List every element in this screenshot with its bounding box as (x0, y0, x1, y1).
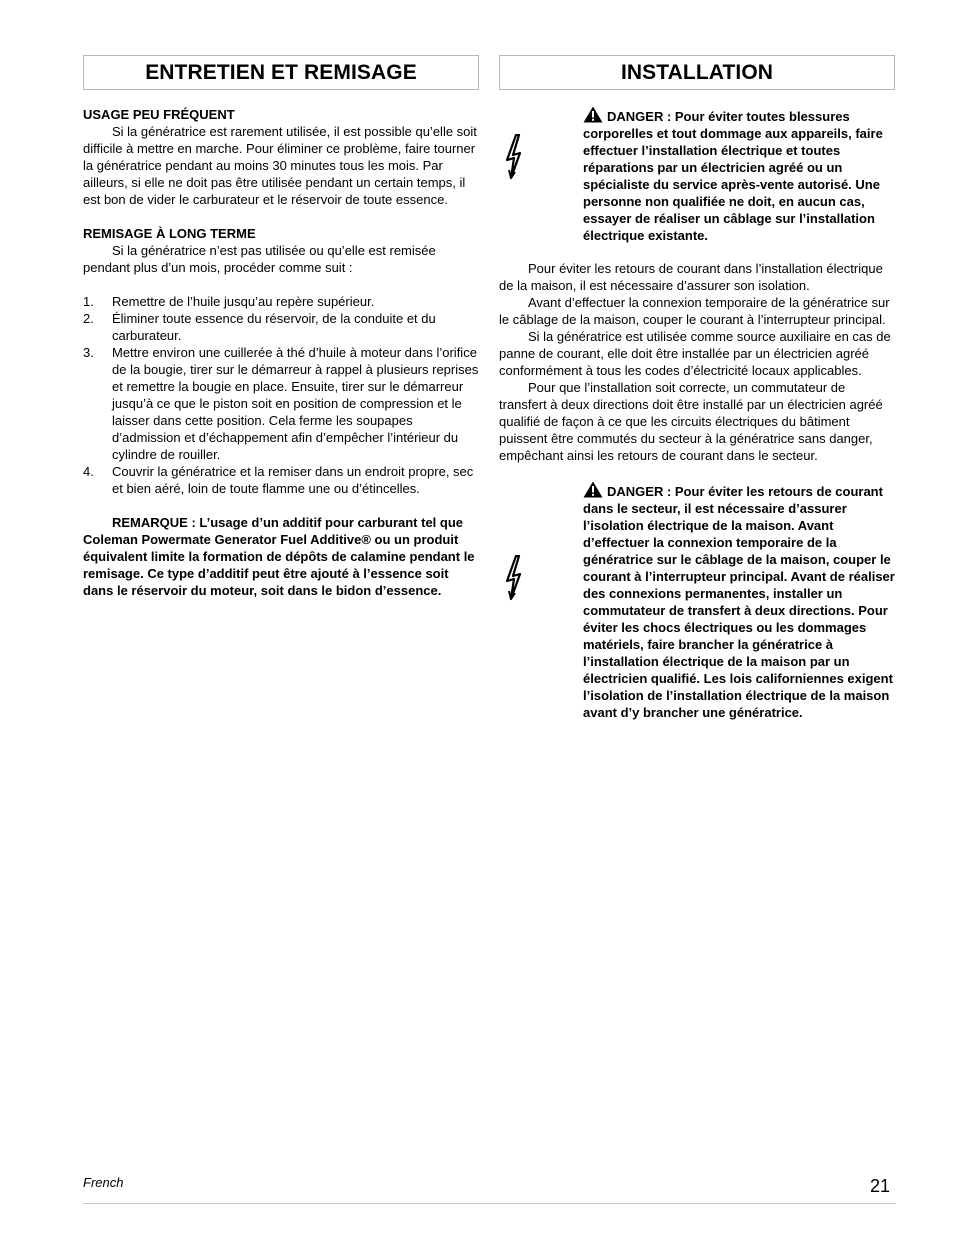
warning-triangle-icon (583, 106, 603, 123)
page-number: 21 (870, 1176, 891, 1196)
warning-triangle-icon (583, 481, 603, 498)
paragraph: Si la génératrice est utilisée comme source auxiliaire en cas de panne de courant, elle doit être installée par un électricien agréé conformément à tous les codes d’électricité locaux applicables. (499, 329, 891, 378)
heading-long-term-storage: REMISAGE À LONG TERME (83, 226, 256, 241)
storage-note: REMARQUE : L’usage d’un additif pour carburant tel que Coleman Powermate Generator Fuel Additive® ou un produit équivalent limite la formation de dépôts de calamine pendant le remisage. Ce type d’additif peut être ajouté à l’essence soit dans le réservoir du moteur, soit dans le bidon d’essence. (83, 515, 475, 598)
paragraph-infrequent-use: Si la génératrice est rarement utilisée, il est possible qu’elle soit difficile à mettre en marche. Pour éliminer ce problème, faire tourner la génératrice pendant au moins 30 minutes tous les mois. Par ailleurs, si elle ne doit pas être utilisée pendant un certain temps, il est bon de vider le carburateur et le réservoir de toute essence. (83, 124, 477, 207)
footer-divider (83, 1203, 896, 1204)
footer-language: French (83, 1175, 124, 1190)
paragraph-storage-intro: Si la génératrice n’est pas utilisée ou qu’elle est remisée pendant plus d’un mois, procéder comme suit : (83, 243, 436, 275)
list-item: 4. Couvrir la génératrice et la remiser dans un endroit propre, sec et bien aéré, loin de toute flamme une ou d’étincelles. (83, 464, 474, 496)
list-item: 1. Remettre de l’huile jusqu’au repère supérieur. (83, 294, 375, 309)
electric-shock-icon (503, 555, 525, 601)
paragraph: Pour que l’installation soit correcte, un commutateur de transfert à deux directions doit être installé par un électricien agréé qualifié de façon à ce que les circuits électriques du bâtiment puissent être commutés du secteur à la génératrice sans danger, empêchant ainsi les retours de courant dans le secteur. (499, 380, 883, 463)
list-item: 3. Mettre environ une cuillerée à thé d’huile à moteur dans l’orifice de la bougie, tirer sur le démarreur à rappel à plusieurs reprises et remettre la bougie en place. Ensuite, tirer sur le démarreur jusqu’à ce que le piston soit en position de compression et le laisser dans cette position. Cela ferme les soupapes d’admission et d’échappement afin d’empêcher l’intérieur du cylindre de rouiller. (83, 345, 479, 462)
paragraph: Pour éviter les retours de courant dans l’installation électrique de la maison, il est nécessaire d’assurer son isolation. (499, 261, 883, 293)
danger-notice-backfeed (583, 481, 895, 721)
list-item: 2. Éliminer toute essence du réservoir, de la conduite et du carburateur. (83, 311, 436, 343)
installation-body (499, 260, 895, 464)
left-column (83, 55, 479, 599)
electric-shock-icon (503, 134, 525, 180)
danger-text: DANGER : Pour éviter les retours de courant dans le secteur, il est nécessaire d’assurer l’isolation électrique de la maison. Avant d’effectuer la connexion temporaire de la génératrice sur le câblage de la maison, couper le courant à l’interrupteur principal. Avant de réaliser des connexions permanentes, installer un commutateur de transfert à deux directions. Pour éviter les chocs électriques ou les dommages matériels, faire brancher la génératrice à l’installation électrique de la maison par un électricien qualifié. Les lois californiennes exigent l’isolation de l’installation électrique de la maison avant d’y brancher une génératrice. (583, 484, 895, 720)
section-header-installation: INSTALLATION (499, 55, 895, 90)
section-header-maintenance: ENTRETIEN ET REMISAGE (83, 55, 479, 90)
danger-text: DANGER : Pour éviter toutes blessures corporelles et tout dommage aux appareils, faire effectuer l’installation électrique et toutes réparations par un électricien agréé ou un spécialiste du service après-vente autorisé. Une personne non qualifiée ne doit, en aucun cas, essayer de réaliser un câblage sur l’installation électrique existante. (583, 109, 883, 243)
right-column (499, 55, 895, 721)
heading-infrequent-use: USAGE PEU FRÉQUENT (83, 107, 235, 122)
danger-notice-installation (583, 106, 895, 244)
storage-steps-list (83, 293, 479, 497)
paragraph: Avant d’effectuer la connexion temporaire de la génératrice sur le câblage de la maison, couper le courant à l’interrupteur principal. (499, 295, 890, 327)
